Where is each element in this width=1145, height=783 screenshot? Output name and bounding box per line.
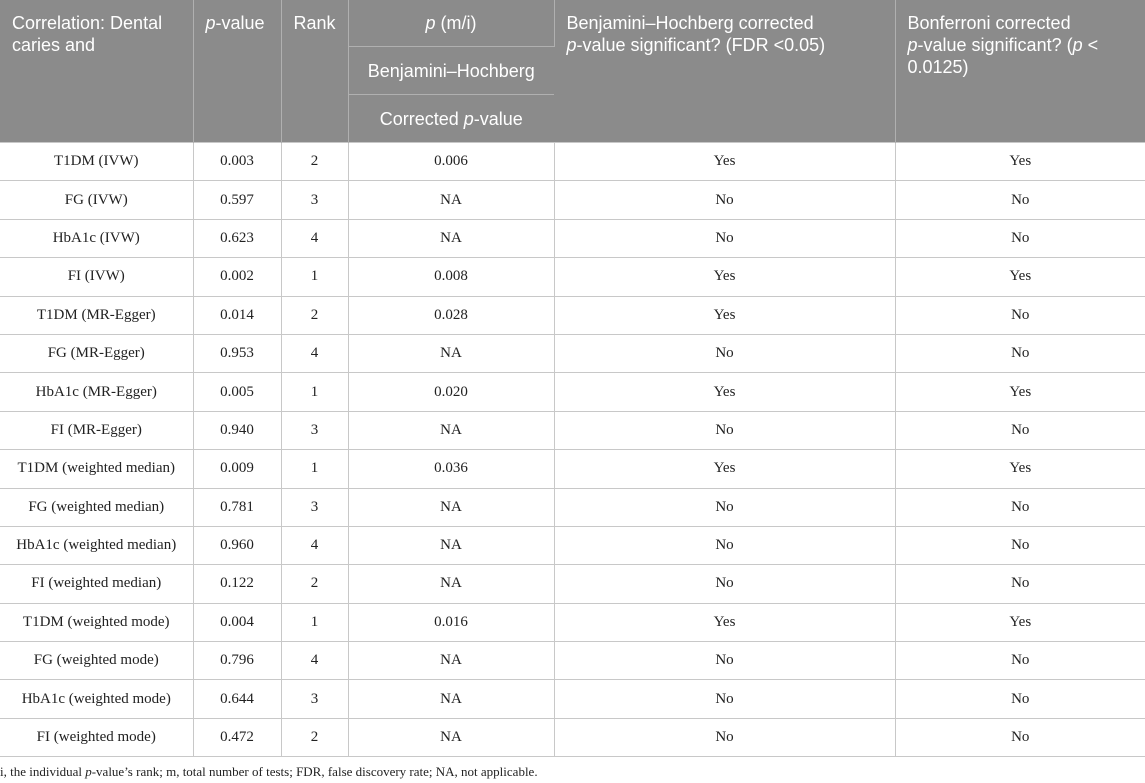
cell-correlation: FI (MR-Egger) [0, 411, 193, 449]
cell-bh-corrected-p: NA [348, 526, 554, 564]
cell-bonferroni-significant: No [895, 334, 1145, 372]
header-bonf-italic2: p [1072, 35, 1083, 55]
cell-rank: 3 [281, 181, 348, 219]
header-bonf-line1: Bonferroni corrected [907, 13, 1071, 33]
cell-p-value: 0.960 [193, 526, 281, 564]
cell-bh-significant: Yes [554, 143, 895, 181]
header-p-mi-rest: (m/i) [435, 13, 477, 33]
cell-bonferroni-significant: Yes [895, 450, 1145, 488]
cell-rank: 2 [281, 718, 348, 756]
table-row [0, 373, 1145, 411]
cell-p-value: 0.796 [193, 642, 281, 680]
header-rank [281, 0, 348, 143]
cell-bh-corrected-p: NA [348, 488, 554, 526]
cell-correlation: HbA1c (IVW) [0, 219, 193, 257]
table-row [0, 488, 1145, 526]
cell-bonferroni-significant: No [895, 526, 1145, 564]
cell-bh-corrected-p: NA [348, 642, 554, 680]
cell-correlation: HbA1c (MR-Egger) [0, 373, 193, 411]
cell-p-value: 0.014 [193, 296, 281, 334]
cell-bh-significant: No [554, 334, 895, 372]
cell-bh-corrected-p: NA [348, 718, 554, 756]
footnote-italic: p [85, 764, 92, 779]
cell-correlation: FG (weighted median) [0, 488, 193, 526]
cell-bh-corrected-p: 0.006 [348, 143, 554, 181]
footnote-rest: -value’s rank; m, total number of tests; FDR, false discovery rate; NA, not applicable. [91, 764, 538, 779]
header-corrected-pre: Corrected [379, 108, 464, 129]
cell-correlation: HbA1c (weighted mode) [0, 680, 193, 718]
cell-correlation: T1DM (weighted mode) [0, 603, 193, 641]
cell-bonferroni-significant: No [895, 181, 1145, 219]
cell-bh-significant: No [554, 181, 895, 219]
cell-bh-significant: Yes [554, 258, 895, 296]
cell-bh-corrected-p: 0.028 [348, 296, 554, 334]
cell-rank: 2 [281, 143, 348, 181]
cell-p-value: 0.003 [193, 143, 281, 181]
header-bonferroni-significant [895, 0, 1145, 143]
cell-bonferroni-significant: No [895, 411, 1145, 449]
header-bh-label-text: Benjamini–Hochberg [367, 60, 535, 81]
table-body [0, 143, 1145, 757]
cell-p-value: 0.472 [193, 718, 281, 756]
table-row [0, 565, 1145, 603]
table-row [0, 642, 1145, 680]
cell-p-value: 0.004 [193, 603, 281, 641]
cell-rank: 1 [281, 373, 348, 411]
cell-rank: 1 [281, 603, 348, 641]
cell-bonferroni-significant: Yes [895, 143, 1145, 181]
header-bh-sig-line1: Benjamini–Hochberg corrected [566, 13, 814, 33]
cell-bh-significant: No [554, 411, 895, 449]
header-correlation-label: Correlation: Dental caries and [12, 13, 163, 55]
cell-correlation: HbA1c (weighted median) [0, 526, 193, 564]
table-row [0, 603, 1145, 641]
cell-bh-significant: No [554, 526, 895, 564]
cell-bonferroni-significant: No [895, 680, 1145, 718]
header-bonf-line3: < 0.0125) [907, 35, 1099, 77]
cell-p-value: 0.953 [193, 334, 281, 372]
table-row [0, 526, 1145, 564]
cell-bonferroni-significant: No [895, 642, 1145, 680]
cell-bh-corrected-p: NA [348, 565, 554, 603]
cell-correlation: FI (weighted mode) [0, 718, 193, 756]
header-p-italic: p [205, 13, 216, 33]
cell-bonferroni-significant: Yes [895, 603, 1145, 641]
header-bh-sig-italic: p [566, 35, 577, 55]
cell-p-value: 0.781 [193, 488, 281, 526]
table-row [0, 450, 1145, 488]
cell-bonferroni-significant: No [895, 488, 1145, 526]
cell-correlation: FG (weighted mode) [0, 642, 193, 680]
cell-bh-significant: Yes [554, 603, 895, 641]
cell-bonferroni-significant: Yes [895, 258, 1145, 296]
cell-bh-significant: No [554, 219, 895, 257]
footnote-pre: i, the individual [0, 764, 86, 779]
cell-bonferroni-significant: Yes [895, 373, 1145, 411]
table-row [0, 718, 1145, 756]
cell-p-value: 0.009 [193, 450, 281, 488]
cell-p-value: 0.940 [193, 411, 281, 449]
table-row [0, 411, 1145, 449]
cell-correlation: T1DM (MR-Egger) [0, 296, 193, 334]
cell-bh-corrected-p: NA [348, 219, 554, 257]
cell-bonferroni-significant: No [895, 718, 1145, 756]
cell-p-value: 0.122 [193, 565, 281, 603]
header-corrected-p-value [348, 95, 554, 143]
cell-correlation: T1DM (IVW) [0, 143, 193, 181]
cell-p-value: 0.002 [193, 258, 281, 296]
cell-correlation: FG (IVW) [0, 181, 193, 219]
cell-bh-corrected-p: NA [348, 181, 554, 219]
cell-bh-significant: No [554, 565, 895, 603]
cell-bh-corrected-p: 0.016 [348, 603, 554, 641]
header-p-mi-italic: p [425, 13, 436, 33]
cell-bh-corrected-p: NA [348, 334, 554, 372]
cell-rank: 4 [281, 642, 348, 680]
cell-bh-significant: No [554, 718, 895, 756]
table-row [0, 680, 1145, 718]
cell-bonferroni-significant: No [895, 296, 1145, 334]
table-header [0, 0, 1145, 143]
cell-bh-corrected-p: NA [348, 680, 554, 718]
cell-rank: 2 [281, 296, 348, 334]
table-row [0, 219, 1145, 257]
cell-rank: 1 [281, 258, 348, 296]
cell-bh-corrected-p: 0.036 [348, 450, 554, 488]
header-bh-label [348, 47, 554, 95]
header-bh-sig-line2: -value significant? (FDR <0.05) [576, 35, 826, 55]
cell-bh-significant: Yes [554, 296, 895, 334]
cell-correlation: FI (IVW) [0, 258, 193, 296]
cell-bh-significant: Yes [554, 373, 895, 411]
header-corrected-italic: p [463, 108, 474, 129]
cell-correlation: T1DM (weighted median) [0, 450, 193, 488]
cell-bh-significant: No [554, 488, 895, 526]
header-p-mi [348, 0, 554, 47]
header-bh-significant [554, 0, 895, 143]
cell-rank: 4 [281, 526, 348, 564]
cell-correlation: FG (MR-Egger) [0, 334, 193, 372]
cell-rank: 1 [281, 450, 348, 488]
table-row [0, 143, 1145, 181]
cell-p-value: 0.623 [193, 219, 281, 257]
header-bonf-line2: -value significant? ( [917, 35, 1073, 55]
cell-bh-corrected-p: NA [348, 411, 554, 449]
cell-bh-corrected-p: 0.008 [348, 258, 554, 296]
header-rank-label: Rank [293, 13, 336, 33]
cell-rank: 3 [281, 411, 348, 449]
header-p-value [193, 0, 281, 143]
cell-rank: 2 [281, 565, 348, 603]
cell-rank: 4 [281, 219, 348, 257]
table-row [0, 181, 1145, 219]
header-p-value-rest: -value [215, 13, 265, 33]
cell-rank: 3 [281, 488, 348, 526]
cell-bh-significant: No [554, 680, 895, 718]
cell-bonferroni-significant: No [895, 219, 1145, 257]
cell-bh-corrected-p: 0.020 [348, 373, 554, 411]
table-row [0, 334, 1145, 372]
cell-bonferroni-significant: No [895, 565, 1145, 603]
header-bonf-italic: p [907, 35, 918, 55]
cell-correlation: FI (weighted median) [0, 565, 193, 603]
cell-p-value: 0.597 [193, 181, 281, 219]
table-row [0, 258, 1145, 296]
cell-bh-significant: Yes [554, 450, 895, 488]
table-footnote [0, 764, 538, 780]
header-corrected-rest: -value [473, 108, 523, 129]
header-correlation [0, 0, 193, 143]
cell-bh-significant: No [554, 642, 895, 680]
table-row [0, 296, 1145, 334]
cell-rank: 3 [281, 680, 348, 718]
cell-p-value: 0.005 [193, 373, 281, 411]
cell-rank: 4 [281, 334, 348, 372]
cell-p-value: 0.644 [193, 680, 281, 718]
